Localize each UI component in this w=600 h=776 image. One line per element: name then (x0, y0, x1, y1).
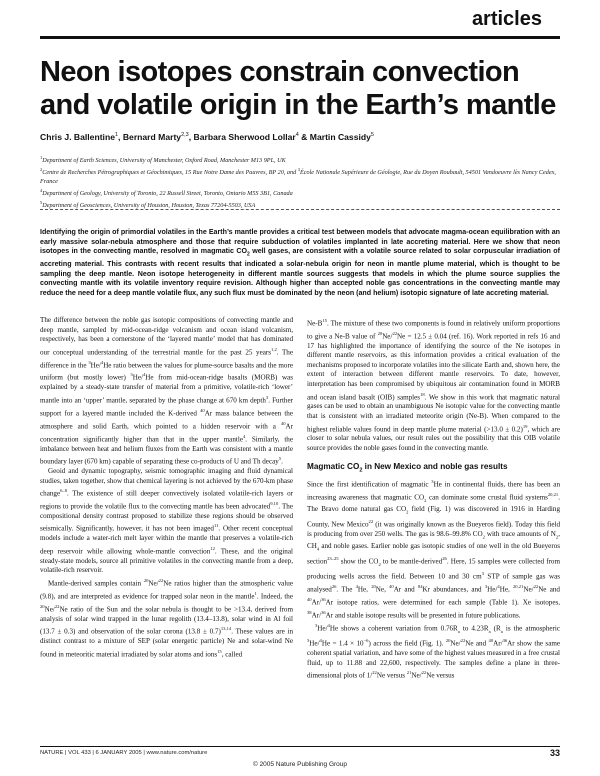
body-column-right (307, 316, 560, 681)
body-paragraph: The difference between the noble gas isotopic compositions of convecting mantle and deep mantle, sampled by mid-ocean-ridge volcanism and ocean island volcanism, respectively, has been a cornerstone of the ‘layered mantle’ model that has dominated our conceptual understanding of the terrestrial mantle for the past 25 years$^{1,2}$. The difference in the $^3$He/$^4$He ratio between the values for plume-source basalts and the more uniform (but mostly lower) $^3$He/$^4$He from mid-ocean-ridge basalts (MORB) was explained by a steady-state transfer of material from a primitive, volatile-rich ‘lower’ mantle into an ‘upper’ mantle, separated by the phase change at 670 km depth$^3$. Further support for a layered mantle included the K-derived $^{40}$Ar mass balance between the atmosphere and solid Earth, which pointed to a hidden reservoir with a $^{40}$Ar concentration significantly higher than that in the upper mantle$^4$. Similarly, the imbalance between heat and helium fluxes from the Earth was consistent with a mantle boundary layer (670 km) capable of separating these co-products of U and Th decay$^5$. (40, 316, 294, 466)
separator-rule (40, 209, 560, 210)
affiliation: $^1$Department of Earth Sciences, University of Manchester, Oxford Road, Manchester M13 9PL, UK (40, 155, 286, 165)
author-affil-ref: 2,3 (181, 132, 189, 139)
affiliation: $^4$Department of Geology, University of Toronto, 22 Russell Street, Toronto, Ontario M5S 3B1, Canada (40, 187, 293, 197)
body-paragraph: $^3$He/$^4$He shows a coherent variation from $0.76R_a$ to $4.23R_a$ ($R_a$ is the atmospheric $^3He/^4He = 1.4 \times 10^{-6}$) across the field (Fig. 1). $^{20}$Ne/$^{22}$Ne and $^{40}$Ar/$^{36}$Ar show the same coherent spatial variation, and have some of the highest values measured in a free crustal fluid, up to 11.88 and 22,600, respectively. The samples define a plane in three-dimensional plots of 1/$^{22}$Ne versus $^{21}$Ne/$^{22}$Ne versus (307, 623, 561, 680)
body-paragraph: Since the first identification of magmatic $^3$He in continental fluids, there has been an increasing awareness that magmatic $CO_2$ can dominate some crustal fluid systems$^{20,21}$. The Bravo dome natural gas $CO_2$ field (Fig. 1) was discovered in 1916 in Harding County, New Mexico$^{22}$ (it was originally known as the Bueyeros field). Today this field is producing from over 250 wells. The gas is 98.6–99.8% $CO_2$ with trace amounts of $N_2$, $CH_4$ and noble gases. Earlier noble gas isotopic studies of one well in the old Bueyeros section$^{23-25}$ show the $CO_2$ to be mantle-derived$^{26}$. Here, 15 samples were collected from producing wells across the field. Between 10 and 30 $cm^3$ STP of sample gas was analysed$^{26}$. The $^4$He, $^{20}$Ne, $^{40}$Ar and $^{84}$Kr abundances, and $^3$He/$^4$He, $^{20,21}$Ne/$^{22}$Ne and $^{40}$Ar/$^{36}$Ar isotope ratios, were determined for each sample (Table 1). Xe isotopes, $^{38}$Ar/$^{36}$Ar and stable isotope results will be presented in future publications. (307, 479, 561, 620)
page-number: 33 (549, 748, 560, 758)
journal-citation: NATURE | VOL 433 | 6 JANUARY 2005 | www.nature.com/nature (40, 750, 208, 756)
body-column-left (40, 316, 293, 660)
author-list: Chris J. Ballentine$^1$, Bernard Marty$^{2,3}$, Barbara Sherwood Lollar$^4$ & Martin Cassidy$^5$ (40, 132, 374, 142)
author-affil-ref: 4 (295, 132, 299, 139)
body-paragraph: Mantle-derived samples contain $^{20}$Ne/$^{22}$Ne ratios higher than the atmospheric value (9.8), and are interpreted as evidence for trapped solar neon in the mantle$^1$. Indeed, the $^{20}$Ne/$^{22}$Ne ratio of the Sun and the solar nebula is thought to be >13.4, derived from analysis of solar wind trapped in the lunar regolith (13.4–13.8), solar wind in Al foil (13.7 ± 0.3) and observation of the solar corona $(13.8 \pm 0.7)^{13,14}$. These values are in distinct contrast to a mixture of SEP (solar energetic particle) Ne and solar-wind Ne found in meteoritic material irradiated by solar atoms and ions$^{15}$, called (40, 577, 293, 658)
author-name[interactable]: Chris J. Ballentine (40, 132, 115, 142)
affiliations (40, 154, 560, 211)
header-rule (40, 36, 560, 39)
copyright-notice: © 2005 Nature Publishing Group (252, 761, 348, 768)
body-paragraph: $Ne-B^{15}$. The mixture of these two components is found in relatively uniform proportions to give a Ne-B value of $^{20}$Ne/$^{22}$Ne = 12.5 ± 0.04 (ref. 16). Work reported in refs 16 and 17 has highlighted the importance of identifying the source of the Ne isotopes in different mantle reservoirs, as this information provides a critical evaluation of the mechanisms proposed to incorporate volatiles into the silicate Earth and, shown here, the extent of interaction between different mantle reservoirs. To date, however, interpretation has been compromised by ubiquitous air contamination found in MORB and ocean island basalt (OIB) samples$^{18}$. We show in this work that magmatic natural gases can be used to obtain an unambiguous Ne isotopic value for the convecting mantle that is consistent with an irradiated meteorite origin (Ne-B). When compared to the highest reliable values found in deep mantle plume material (>13.0 ± 0.2)$^{19}$, which are closer to solar nebula values, our result rules out the possibility that this OIB volatile source provides the noble gases found in the convecting mantle. (307, 318, 561, 452)
author-affil-ref: 1 (114, 132, 119, 139)
author-name[interactable]: Martin Cassidy (309, 132, 371, 142)
author-affil-ref: 5 (370, 132, 374, 139)
article-title: Neon isotopes constrain convection and volatile origin in the Earth’s mantle (40, 56, 556, 121)
section-label: articles (471, 8, 542, 30)
author-name[interactable]: Bernard Marty (122, 132, 182, 142)
affiliation: $^5$Department of Geosciences, University of Houston, Houston, Texas 77204-5503, USA (40, 199, 256, 209)
affiliation: $^2$Centre de Recherches Pétrographiques et Géochimiques, 15 Rue Notre Dame des Pauvres, BP 20, and $^3$École Nationale Supérieure de Géologie, Rue du Doyen Roubault, 54501 Vandoeuvre lès Nancy Cedex, France (40, 166, 556, 185)
footer-rule (40, 746, 560, 747)
section-heading: Magmatic $CO_2$ in New Mexico and noble gas results (307, 461, 508, 474)
body-paragraph: Geoid and dynamic topography, seismic tomographic imaging and fluid dynamical studies, taken together, show that chemical layering is not achieved by the 670-km phase change$^{6-8}$. The existence of still deeper convectively isolated volatile-rich layers or regions to provide the volatile flux to the convecting mantle has been advocated$^{9,10}$. The compositional density contrast proposed to stabilize these regions should be observed seismically. Significantly, however, it has not been imaged$^{11}$. Other recent conceptual models include a water-rich melt layer within the mantle that preserves a volatile-rich deep reservoir while allowing whole-mantle convection$^{12}$. These, and the original steady-state models, source all primitive volatiles in the convecting mantle from a deep, volatile-rich reservoir. (40, 466, 294, 575)
author-name[interactable]: Barbara Sherwood Lollar (193, 132, 296, 142)
abstract: Identifying the origin of primordial volatiles in the Earth’s mantle provides a critical test between models that advocate magma-ocean equilibration with an early massive solar-nebula atmosphere and those that require subduction of volatiles implanted in late accreting material. Here we show that neon isotopes in the convecting mantle, resolved in magmatic $CO_2$ well gases, are consistent with a volatile source related to solar corpuscular irradiation of accreting material. This contrasts with recent results that indicated a solar-nebula origin for neon in mantle plume material, which is thought to be sampling the deep mantle. Neon isotope heterogeneity in different mantle sources suggests that models in which the plume source supplies the convecting mantle with its volatile inventory require revision. Although higher than accepted noble gas concentrations in the convecting mantle may reduce the need for a deep mantle volatile flux, any such flux must be dominated by the neon (and helium) isotopic signature of late accreting material. (40, 228, 560, 297)
